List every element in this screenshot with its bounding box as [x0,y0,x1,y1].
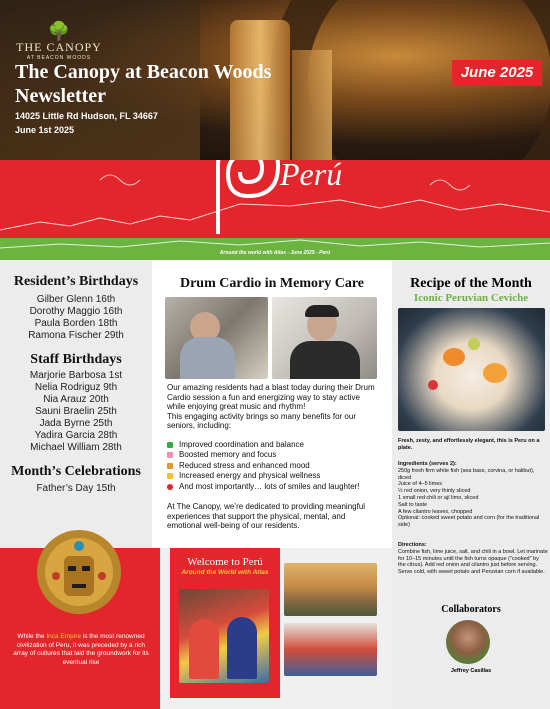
welcome-title: Welcome to Perú [187,556,263,568]
brain-icon [167,452,173,458]
benefit-item [167,471,379,482]
inca-caption [10,633,152,667]
drum-photo-1 [165,297,268,379]
tree-icon: 🌳 [47,21,71,41]
logo-subtitle: AT BEACON WOODS [26,55,92,61]
benefit-item [167,450,379,461]
ingredient: 250g fresh firm white fish (sea bass, corvina, or halibut), diced [398,467,535,481]
celebration-item: Father’s Day 15th [36,483,116,494]
title-line-2: Newsletter [15,85,107,107]
hero-tower-image-2 [292,50,332,160]
dancer-dress [189,619,219,679]
title-line-1: The Canopy at Beacon Woods [15,61,272,83]
cap-icon [305,305,339,317]
benefit-text: Increased energy and physical wellness [179,471,321,480]
benefit-item [167,482,379,493]
ceviche-photo [398,308,545,431]
address: 14025 Little Rd Hudson, FL 34667 [15,111,158,121]
heart-icon [167,484,173,490]
mountain-line-decoration [0,160,550,238]
welcome-subtitle: Around the World with Atlas [181,569,269,576]
resident-birthday: Ramona Fischer 29th [28,330,124,341]
recipe-intro [398,438,548,452]
recipe-directions [398,542,548,576]
city-photo [284,563,377,616]
ingredient: ½ red onion, very thinly sliced [398,488,471,495]
directions-text: Combine fish, lime juice, salt, and chili in a bowl. Let marinate for 10–15 minutes until the fish turns opaque ("cooked" by the citrus). Add red onion and cilantro just before serving. Serve cold, with sweet potato and Peruvian corn if available. [398,548,548,576]
resident-body [290,341,360,379]
dancers-photo [179,589,269,683]
drum-cardio-heading: Drum Cardio in Memory Care [179,276,365,291]
inca-section [0,548,160,709]
collaborators-heading: Collaborators [441,604,501,615]
sweet-potato [443,348,465,366]
ingredient: 1 small red chili or ají limo, sliced [398,494,479,501]
resident-birthday: Gilber Glenn 16th [36,294,116,305]
benefit-text: Improved coordination and balance [179,439,304,449]
staff-birthday: Michael William 28th [30,442,122,453]
staff-birthday: Marjorie Barbosa 1st [29,370,123,381]
check-icon [167,442,173,448]
drum-intro-2: This engaging activity brings so many benefits for our seniors, including: [167,411,356,430]
drum-intro: Our amazing residents had a blast today during their Drum Cardio session a fun and energizing way to stay active while enjoying great music and rhythm! [167,383,375,411]
inca-mask-icon [36,526,122,626]
smile-icon [167,463,173,469]
chili [428,380,438,390]
drum-photo-2 [272,297,377,379]
benefit-item [167,461,379,472]
canopy-logo [15,22,103,61]
mountain-line-decoration-2 [0,238,550,250]
recipe-subheading: Iconic Peruvian Ceviche [413,292,529,304]
benefit-text: Boosted memory and focus [179,450,277,459]
staff-birthday: Nelia Rodriguz 9th [34,382,118,393]
banner-caption: Around the world with Atlas - June 2025 - Perú [219,250,331,256]
resident-birthdays-heading: Resident’s Birthdays [13,274,139,289]
drum-closing: At The Canopy, we’re dedicated to providing meaningful experiences that support the physical, mental, and emotional well-being of our residents. [167,502,366,530]
recipe-ingredients [398,461,548,529]
collaborator-avatar [446,620,490,664]
benefits-list [167,440,379,493]
peru-word: Perú [280,160,343,192]
resident-birthday: Paula Borden 18th [34,318,118,329]
benefit-text: And most importantly… lots of smiles and laughter! [179,481,360,491]
dancer-dress [227,617,257,679]
inca-text-pre: While the [17,633,47,640]
benefit-item [167,440,379,451]
directions-title: Directions: [398,542,427,548]
recipe-heading: Recipe of the Month [410,276,532,291]
ingredient: Salt to taste [398,501,428,508]
staff-birthday: Nia Arauz 20th [43,394,109,405]
women-photo [284,623,377,676]
logo-name: THE CANOPY [16,40,102,54]
newsletter-title [15,60,271,108]
staff-birthdays-heading: Staff Birthdays [30,352,122,367]
recipe-intro-text: Fresh, zesty, and effortlessly elegant, this is Peru on a plate. [398,438,540,451]
staff-birthday: Sauni Braelin 25th [35,406,117,417]
ingredient: Optional: cooked sweet potato and corn (for the traditional side) [398,515,540,529]
sweet-potato [483,363,507,383]
ingredient: A few cilantro leaves, chopped [398,508,473,515]
ingredient: Juice of 4–5 limes [398,481,443,488]
issue-date: June 1st 2025 [15,125,75,135]
peru-banner [0,160,550,238]
lime [468,338,480,350]
inca-highlight: Inca Empire [46,633,81,640]
celebrations-heading: Month’s Celebrations [11,464,141,479]
benefit-text: Reduced stress and enhanced mood [179,460,310,470]
month-badge: June 2025 [452,60,542,86]
ingredients-title: Ingredients (serves 2): [398,461,457,467]
inca-text-post: is the most renowned civilization of Peru, it was preceded by a rich array of cultures that laid the groundwork for its eventual rise [13,633,149,666]
lightning-icon [167,473,173,479]
staff-birthday: Yadira Garcia 28th [34,430,118,441]
birthdays-column [0,260,152,548]
green-caption-band [0,238,550,260]
header-hero [0,0,550,160]
drum-cardio-body [167,383,379,531]
resident-body [180,337,235,379]
collaborator-name: Jeffrey Casillas [450,668,492,674]
resident-birthday: Dorothy Maggio 16th [29,306,123,317]
staff-birthday: Jada Byrne 25th [39,418,113,429]
